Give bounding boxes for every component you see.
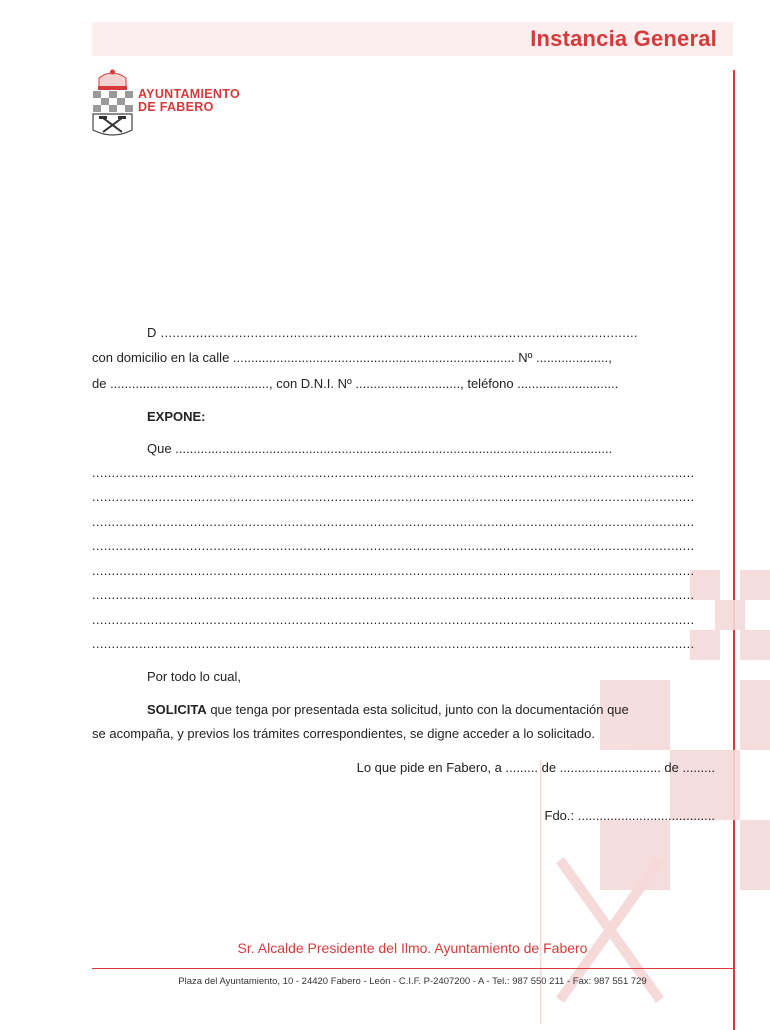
- field-firma[interactable]: Fdo.: ......................................: [544, 808, 715, 823]
- dotted-line[interactable]: ..........................................................................................................................................................: [92, 538, 695, 553]
- dotted-line[interactable]: ..........................................................................................................................................................: [92, 636, 695, 651]
- checker-shield-icon: [93, 91, 133, 112]
- solicita-text-line2: se acompaña, y previos los trámites correspondientes, se digne acceder a lo solicitado.: [92, 726, 595, 741]
- logo-line-2: DE FABERO: [138, 100, 214, 114]
- field-lugar-fecha[interactable]: Lo que pide en Fabero, a ......... de ............................ de .........: [356, 760, 715, 775]
- crown-icon: [98, 70, 127, 91]
- expone-heading: EXPONE:: [147, 409, 206, 424]
- dotted-line[interactable]: ..........................................................................................................................................................: [92, 514, 695, 529]
- field-que[interactable]: Que .........................................................................................................................: [147, 441, 613, 456]
- dotted-line[interactable]: ..........................................................................................................................................................: [92, 465, 695, 480]
- logo-line-1: AYUNTAMIENTO: [138, 87, 240, 101]
- dotted-line[interactable]: ..........................................................................................................................................................: [92, 489, 695, 504]
- solicita-paragraph: [147, 702, 715, 718]
- dotted-line[interactable]: ..........................................................................................................................................................: [92, 587, 695, 602]
- coat-of-arms-logo: [90, 66, 135, 142]
- field-dni-telefono[interactable]: de ............................................, con D.N.I. Nº ............................., teléfono ............................: [92, 376, 619, 391]
- solicita-label: SOLICITA: [147, 702, 207, 717]
- logo-text: [138, 88, 240, 114]
- field-domicilio[interactable]: con domicilio en la calle .............................................................................. Nº ....................,: [92, 350, 612, 365]
- footer-address: Plaza del Ayuntamiento, 10 - 24420 Fabero - León - C.I.F. P-2407200 - A - Tel.: 987 550 211 - Fax: 987 551 729: [178, 976, 647, 987]
- dotted-line[interactable]: ..........................................................................................................................................................: [92, 612, 695, 627]
- crossed-hammers-icon: [93, 114, 132, 135]
- page-title: Instancia General: [530, 26, 717, 51]
- title-band: [92, 22, 733, 56]
- addressee-text: Sr. Alcalde Presidente del Ilmo. Ayuntamiento de Fabero: [237, 940, 588, 956]
- solicita-text: que tenga por presentada esta solicitud, junto con la documentación que: [206, 702, 629, 717]
- field-nombre[interactable]: D ..........................................................................................................................: [147, 325, 638, 340]
- dotted-line[interactable]: ..........................................................................................................................................................: [92, 563, 695, 578]
- footer-rule: [92, 968, 733, 969]
- por-todo-text: Por todo lo cual,: [147, 669, 241, 684]
